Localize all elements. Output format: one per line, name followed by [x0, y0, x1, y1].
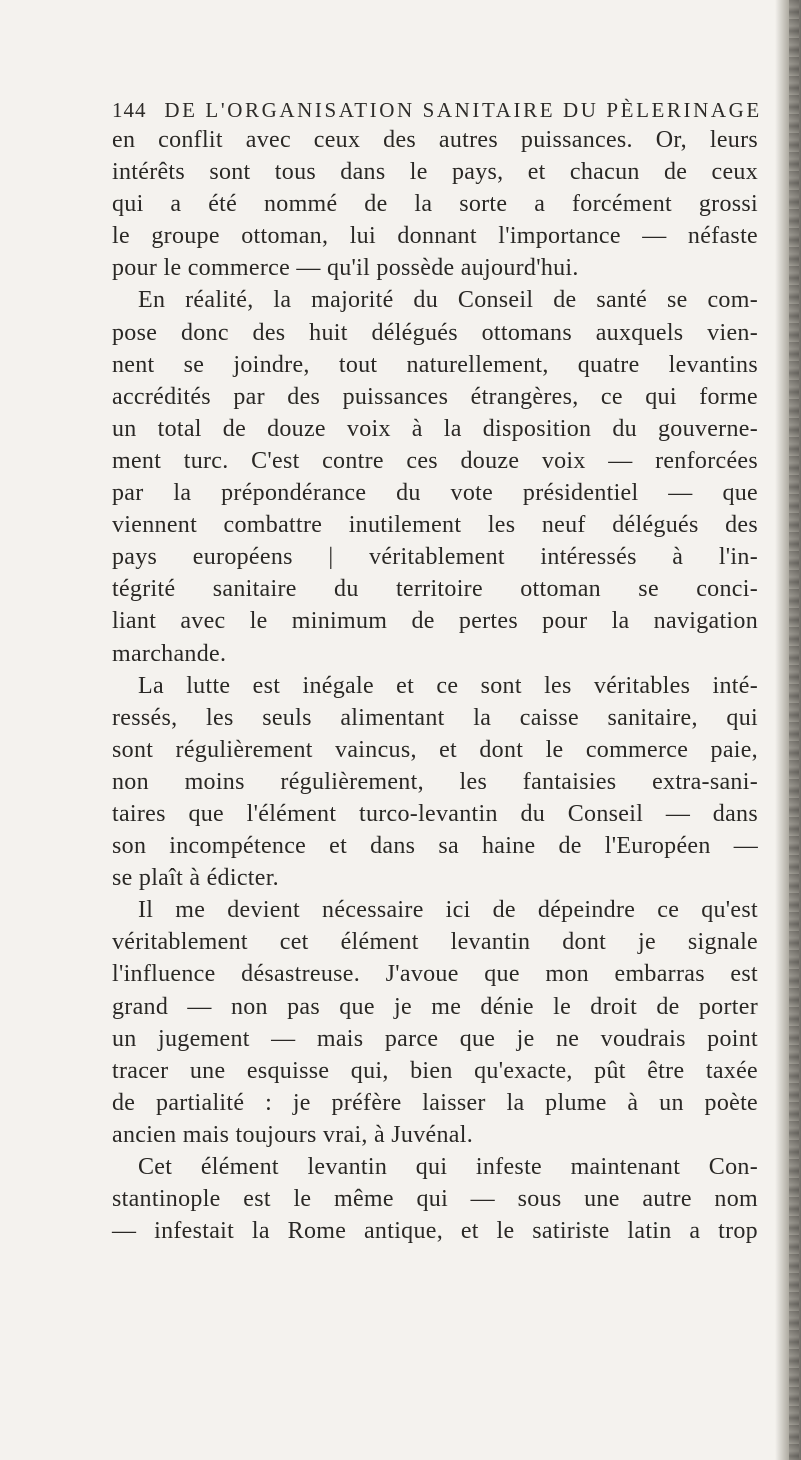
- text-line: ment turc. C'est contre ces douze voix — renforcées: [112, 447, 758, 474]
- text-line: sont régulièrement vaincus, et dont le commerce paie,: [112, 736, 758, 763]
- text-line: nent se joindre, tout naturellement, quatre levantins: [112, 351, 758, 378]
- text-line: se plaît à édicter.: [112, 865, 279, 892]
- text-line: le groupe ottoman, lui donnant l'importance — néfaste: [112, 223, 758, 250]
- text-line: — infestait la Rome antique, et le satiriste latin a trop: [112, 1218, 758, 1245]
- text-line: non moins régulièrement, les fantaisies extra-sani-: [112, 768, 758, 795]
- text-line: de partialité : je préfère laisser la plume à un poète: [112, 1089, 758, 1116]
- text-line: pose donc des huit délégués ottomans auxquels vien-: [112, 319, 758, 346]
- text-line: intérêts sont tous dans le pays, et chacun de ceux: [112, 159, 758, 186]
- text-line: ressés, les seuls alimentant la caisse sanitaire, qui: [112, 704, 758, 731]
- running-head-title: DE L'ORGANISATION SANITAIRE DU PÈLERINAGE: [164, 98, 762, 122]
- text-line: un jugement — mais parce que je ne voudrais point: [112, 1025, 758, 1052]
- text-line: tégrité sanitaire du territoire ottoman se conci-: [112, 576, 758, 603]
- text-line: un total de douze voix à la disposition du gouverne-: [112, 415, 758, 442]
- text-line: viennent combattre inutilement les neuf délégués des: [112, 512, 758, 539]
- text-line: ancien mais toujours vrai, à Juvénal.: [112, 1121, 473, 1148]
- binding-edge: [789, 0, 799, 1460]
- text-line: véritablement cet élément levantin dont je signale: [112, 929, 758, 956]
- text-line: son incompétence et dans sa haine de l'Européen —: [112, 833, 758, 860]
- text-line: liant avec le minimum de pertes pour la navigation: [112, 608, 758, 635]
- text-line: Cet élément levantin qui infeste maintenant Con-: [138, 1154, 758, 1180]
- text-line: stantinople est le même qui — sous une autre nom: [112, 1186, 758, 1213]
- text-line: En réalité, la majorité du Conseil de santé se com-: [138, 287, 758, 314]
- text-line: l'influence désastreuse. J'avoue que mon embarras est: [112, 961, 758, 988]
- text-line: accrédités par des puissances étrangères, ce qui forme: [112, 383, 758, 410]
- text-line: La lutte est inégale et ce sont les véritables inté-: [138, 672, 758, 699]
- text-line: qui a été nommé de la sorte a forcément grossi: [112, 191, 758, 218]
- text-line: en conflit avec ceux des autres puissances. Or, leurs: [112, 127, 758, 153]
- page-number: 144: [112, 98, 147, 122]
- text-line: marchande.: [112, 640, 227, 667]
- text-line: grand — non pas que je me dénie le droit de porter: [112, 993, 758, 1020]
- text-line: taires que l'élément turco-levantin du Conseil — dans: [112, 800, 758, 827]
- text-line: pays européens | véritablement intéressés à l'in-: [112, 544, 758, 571]
- text-line: Il me devient nécessaire ici de dépeindre ce qu'est: [138, 897, 758, 924]
- text-line: pour le commerce — qu'il possède aujourd'hui.: [112, 255, 579, 282]
- text-line: par la prépondérance du vote présidentiel — que: [112, 480, 758, 507]
- body-text: [112, 124, 758, 1247]
- text-line: tracer une esquisse qui, bien qu'exacte, pût être taxée: [112, 1057, 758, 1084]
- running-head: [112, 98, 762, 123]
